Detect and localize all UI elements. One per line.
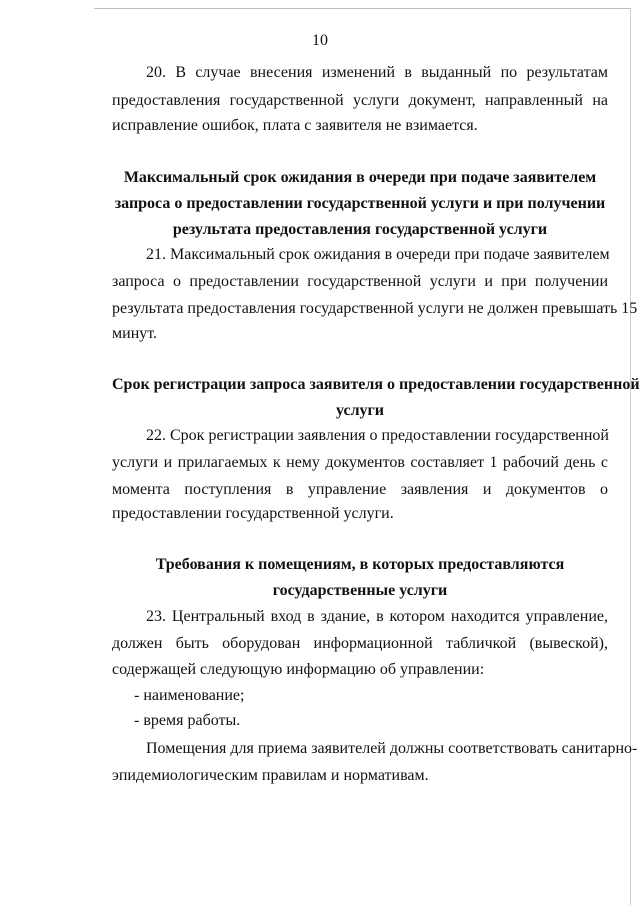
heading-premises-requirements-line: государственные услуги (272, 582, 448, 599)
paragraph-20-line: исправление ошибок, плата с заявителя не взимается. (112, 117, 478, 134)
heading-registration-time-line: услуги (335, 402, 385, 419)
paragraph-21-line: запроса о предоставлении государственной услуги и при получении (112, 273, 608, 290)
paragraph-22-line: услуги и прилагаемых к нему документов составляет 1 рабочий день с (112, 454, 608, 471)
heading-waiting-time-line: запроса о предоставлении государственной услуги и при получении (114, 195, 606, 212)
scan-right-border (630, 8, 631, 905)
list-item-working-hours: - время работы. (134, 712, 241, 729)
paragraph-22-line: предоставлении государственной услуги. (112, 505, 394, 522)
paragraph-21-line: минут. (112, 325, 158, 342)
paragraph-22-line: 22. Срок регистрации заявления о предоставлении государственной (146, 427, 609, 444)
paragraph-23-line: 23. Центральный вход в здание, в котором находится управление, (146, 608, 608, 625)
paragraph-20-line: предоставления государственной услуги документ, направленный на (112, 92, 608, 109)
paragraph-23-line: эпидемиологическим правилам и нормативам. (112, 767, 429, 784)
paragraph-22-line: момента поступления в управление заявления и документов о (112, 481, 608, 498)
heading-registration-time-line: Срок регистрации запроса заявителя о предоставлении государственной (112, 376, 640, 393)
paragraph-21-line: результата предоставления государственной услуги не должен превышать 15 (112, 300, 638, 317)
paragraph-23-line: содержащей следующую информацию об управлении: (112, 661, 485, 678)
page-number: 10 (312, 32, 328, 49)
heading-premises-requirements-line: Требования к помещениям, в которых предоставляются (155, 556, 565, 573)
scan-top-border (94, 8, 630, 9)
heading-waiting-time-line: Максимальный срок ожидания в очереди при подаче заявителем (123, 169, 597, 186)
paragraph-23-line: Помещения для приема заявителей должны соответствовать санитарно- (146, 740, 638, 757)
paragraph-20-line: 20. В случае внесения изменений в выданный по результатам (146, 64, 608, 81)
paragraph-23-line: должен быть оборудован информационной табличкой (вывеской), (112, 635, 608, 652)
heading-waiting-time-line: результата предоставления государственной услуги (172, 221, 548, 238)
paragraph-21-line: 21. Максимальный срок ожидания в очереди при подаче заявителем (146, 246, 610, 263)
list-item-name: - наименование; (134, 687, 245, 704)
